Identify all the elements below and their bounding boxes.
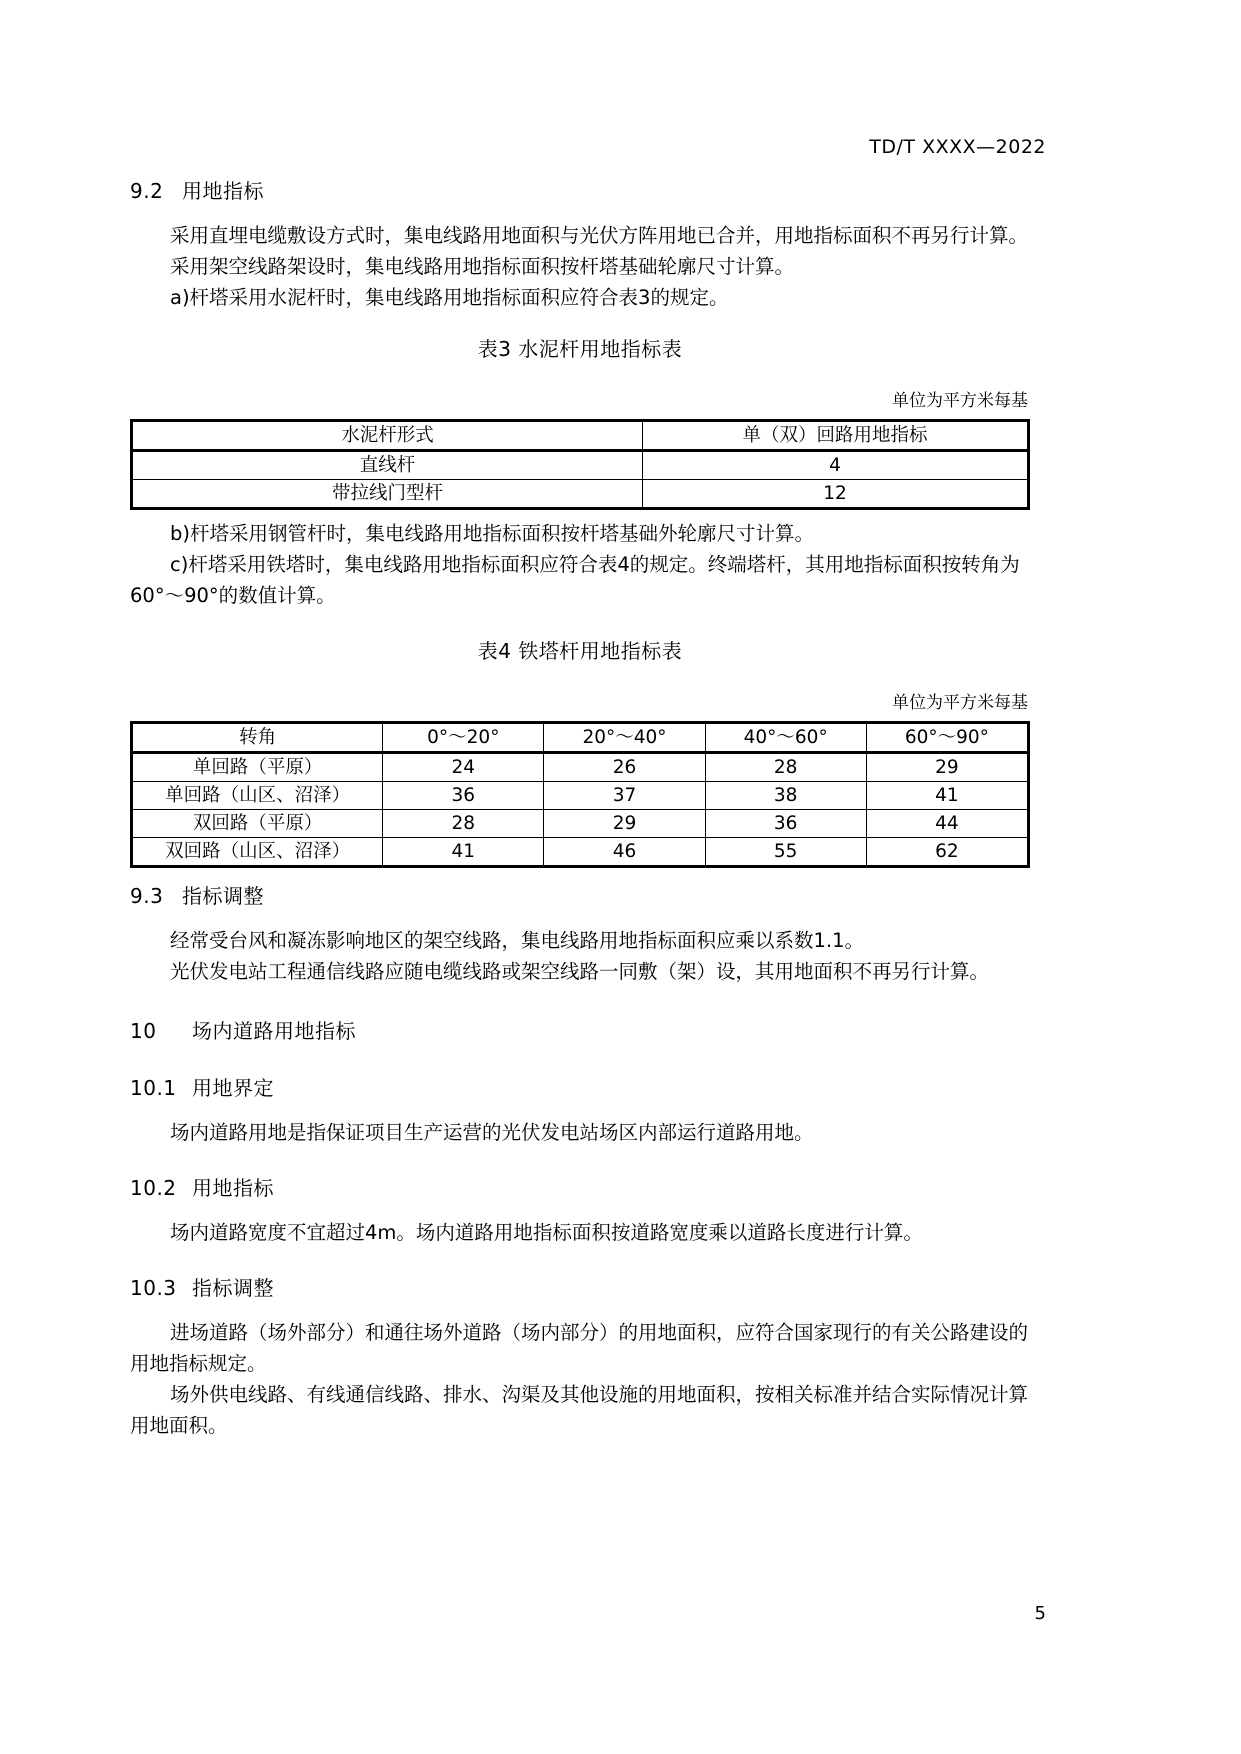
table3-r1-c1: 12 xyxy=(643,480,1029,509)
section-title-10-1: 用地界定 xyxy=(192,1076,274,1100)
table3 xyxy=(130,419,1030,510)
table4-unit-note: 单位为平方米每基 xyxy=(892,693,1028,713)
table4-r2-c0: 双回路（平原） xyxy=(132,810,383,838)
section-heading-10-3 xyxy=(130,1272,1030,1301)
table3-title: 表3 水泥杆用地指标表 xyxy=(477,337,683,361)
table4-header-row xyxy=(132,723,1029,753)
section-number-10-2: 10.2 xyxy=(130,1176,177,1200)
table4-r1-c3: 38 xyxy=(705,782,866,810)
table-row xyxy=(132,753,1029,782)
list-item-9-2-a: a)杆塔采用水泥杆时，集电线路用地指标面积应符合表3的规定。 xyxy=(170,286,729,309)
paragraph-10-3-1: 进场道路（场外部分）和通往场外道路（场内部分）的用地面积，应符合国家现行的有关公路建设的用地指标规定。 xyxy=(130,1321,1029,1375)
table4-r3-c2: 46 xyxy=(544,838,705,867)
table-row xyxy=(132,451,1029,480)
section-number-9-2: 9.2 xyxy=(130,179,164,203)
table4-header-cell-3: 40°～60° xyxy=(705,723,866,753)
section-title-10-3: 指标调整 xyxy=(192,1276,274,1300)
paragraph-10-2-1: 场内道路宽度不宜超过4m。场内道路用地指标面积按道路宽度乘以道路长度进行计算。 xyxy=(170,1221,923,1244)
table3-r1-c0: 带拉线门型杆 xyxy=(132,480,643,509)
section-heading-10-1 xyxy=(130,1072,1030,1101)
table4-r0-c3: 28 xyxy=(705,753,866,782)
table4-r1-c0: 单回路（山区、沼泽） xyxy=(132,782,383,810)
section-title-10: 场内道路用地指标 xyxy=(192,1019,356,1043)
table-row xyxy=(132,480,1029,509)
section-title-9-2: 用地指标 xyxy=(182,179,264,203)
table4 xyxy=(130,721,1030,868)
table-row xyxy=(132,782,1029,810)
section-title-10-2: 用地指标 xyxy=(192,1176,274,1200)
table3-unit-note: 单位为平方米每基 xyxy=(892,391,1028,411)
paragraph-10-1-1: 场内道路用地是指保证项目生产运营的光伏发电站场区内部运行道路用地。 xyxy=(170,1121,814,1144)
page-header: TD/T XXXX—2022 xyxy=(869,136,1046,158)
page-number: 5 xyxy=(1034,1603,1046,1624)
table4-r0-c4: 29 xyxy=(866,753,1028,782)
table4-header-cell-2: 20°～40° xyxy=(544,723,705,753)
table3-header-row xyxy=(132,421,1029,451)
section-number-9-3: 9.3 xyxy=(130,884,164,908)
table4-header-cell-0: 转角 xyxy=(132,723,383,753)
table4-r2-c1: 28 xyxy=(383,810,544,838)
section-title-9-3: 指标调整 xyxy=(182,884,264,908)
table4-r2-c3: 36 xyxy=(705,810,866,838)
table4-r1-c4: 41 xyxy=(866,782,1028,810)
table-row xyxy=(132,838,1029,867)
table4-r2-c4: 44 xyxy=(866,810,1028,838)
table4-header-cell-4: 60°～90° xyxy=(866,723,1028,753)
table4-r1-c1: 36 xyxy=(383,782,544,810)
paragraph-10-3-2: 场外供电线路、有线通信线路、排水、沟渠及其他设施的用地面积，按相关标准并结合实际情况计算用地面积。 xyxy=(130,1383,1029,1437)
table3-header-cell-1: 单（双）回路用地指标 xyxy=(643,421,1029,451)
table4-r0-c2: 26 xyxy=(544,753,705,782)
section-number-10-3: 10.3 xyxy=(130,1276,177,1300)
table4-r3-c1: 41 xyxy=(383,838,544,867)
table-row xyxy=(132,810,1029,838)
table3-r0-c1: 4 xyxy=(643,451,1029,480)
table3-header-cell-0: 水泥杆形式 xyxy=(132,421,643,451)
section-number-10: 10 xyxy=(130,1019,157,1043)
paragraph-9-2-1: 采用直埋电缆敷设方式时，集电线路用地面积与光伏方阵用地已合并，用地指标面积不再另行计算。 xyxy=(170,224,1029,247)
table4-r0-c0: 单回路（平原） xyxy=(132,753,383,782)
table4-r3-c4: 62 xyxy=(866,838,1028,867)
table4-title: 表4 铁塔杆用地指标表 xyxy=(477,639,683,663)
list-item-9-2-b: b)杆塔采用钢管杆时，集电线路用地指标面积按杆塔基础外轮廓尺寸计算。 xyxy=(170,522,814,545)
list-item-9-2-c: c)杆塔采用铁塔时，集电线路用地指标面积应符合表4的规定。终端塔杆，其用地指标面积按转角为60°～90°的数值计算。 xyxy=(130,553,1020,607)
table3-r0-c0: 直线杆 xyxy=(132,451,643,480)
table4-header-cell-1: 0°～20° xyxy=(383,723,544,753)
section-heading-9-3 xyxy=(130,880,1030,909)
section-heading-10 xyxy=(130,1015,1030,1044)
table4-r2-c2: 29 xyxy=(544,810,705,838)
document-body xyxy=(130,175,1030,1441)
section-number-10-1: 10.1 xyxy=(130,1076,177,1100)
paragraph-9-2-2: 采用架空线路架设时，集电线路用地指标面积按杆塔基础轮廓尺寸计算。 xyxy=(170,255,795,278)
table4-r0-c1: 24 xyxy=(383,753,544,782)
paragraph-9-3-2: 光伏发电站工程通信线路应随电缆线路或架空线路一同敷（架）设，其用地面积不再另行计算。 xyxy=(170,960,990,983)
paragraph-9-3-1: 经常受台风和凝冻影响地区的架空线路，集电线路用地指标面积应乘以系数1.1。 xyxy=(170,929,865,952)
table4-r3-c3: 55 xyxy=(705,838,866,867)
section-heading-9-2 xyxy=(130,175,1030,204)
table4-r1-c2: 37 xyxy=(544,782,705,810)
table4-r3-c0: 双回路（山区、沼泽） xyxy=(132,838,383,867)
section-heading-10-2 xyxy=(130,1172,1030,1201)
